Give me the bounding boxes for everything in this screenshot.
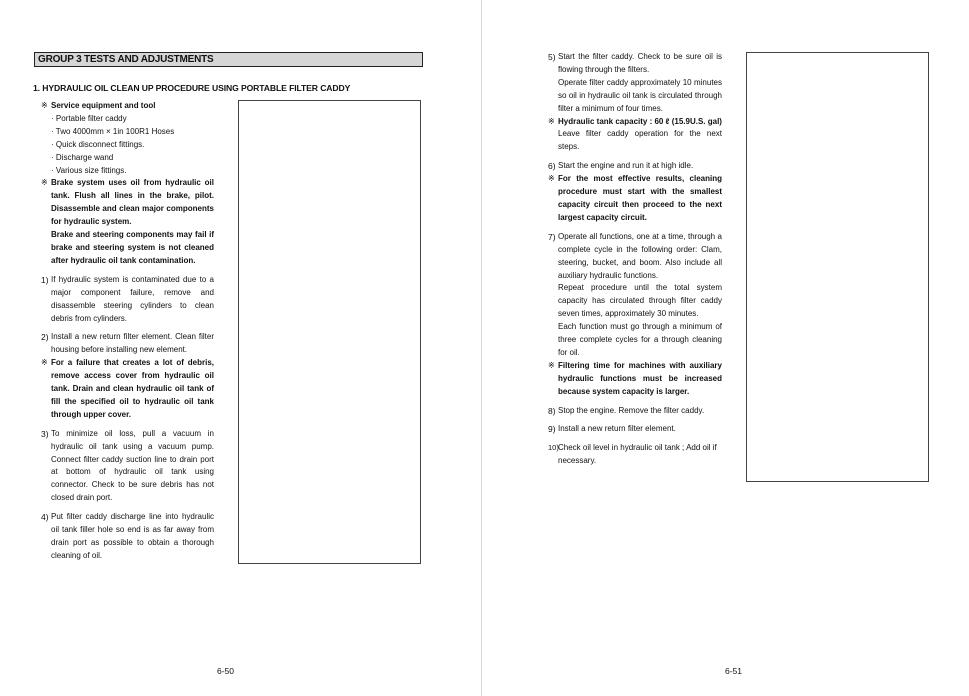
- note-star-icon: ※: [548, 174, 555, 184]
- step-4: [41, 511, 214, 563]
- step-number: 8): [548, 405, 556, 416]
- step-9: [548, 423, 722, 436]
- effective-results-note: [548, 173, 722, 225]
- note-star-icon: ※: [41, 178, 48, 188]
- figure-box-right: [746, 52, 929, 482]
- step-text: Operate all functions, one at a time, through a complete cycle in the following order: Clam, steering, bucket, and boom. Also include all auxiliary hydraulic functions.: [558, 231, 722, 280]
- note-star-icon: ※: [548, 116, 555, 126]
- note-star-icon: ※: [41, 101, 48, 110]
- note-star-icon: ※: [41, 358, 48, 368]
- step-text: Stop the engine. Remove the filter caddy.: [558, 405, 705, 415]
- effective-note-text: For the most effective results, cleaning procedure must start with the smallest capacity circuit then proceed to the next largest capacity circuit.: [558, 174, 722, 222]
- step-number: 9): [548, 424, 556, 435]
- step-number: 1): [41, 274, 49, 285]
- filtering-note-text: Filtering time for machines with auxiliary hydraulic functions must be increased because system capacity is larger.: [558, 360, 722, 396]
- step-2: [41, 331, 214, 357]
- step-5-continued: [548, 128, 722, 154]
- step-text: Check oil level in hydraulic oil tank ; Add oil if necessary.: [558, 443, 717, 466]
- brake-note-text-2: Brake and steering components may fail if brake and steering system is not cleaned after hydraulic oil tank contamination.: [51, 230, 214, 265]
- step-7: [548, 231, 722, 360]
- step-text: Start the filter caddy. Check to be sure oil is flowing through the filters.: [558, 52, 722, 74]
- tool-list: [41, 113, 214, 178]
- step-number: 4): [41, 512, 49, 523]
- step-text: To minimize oil loss, pull a vacuum in hydraulic oil tank using a vacuum pump. Connect filter caddy suction line to drain port at bottom of hydraulic oil tank using connector. Check to be sure debris has not closed drain port.: [51, 428, 214, 503]
- debris-note: [41, 357, 214, 422]
- step-text: Operate filter caddy approximately 10 minutes so oil in hydraulic oil tank is circulated through filter a minimum of four times.: [558, 77, 722, 113]
- step-text: Repeat procedure until the total system capacity has circulated through filter caddy seven times, approximately 30 minutes.: [558, 283, 722, 319]
- tool-item: · Portable filter caddy: [51, 113, 127, 123]
- left-text-column: [41, 100, 214, 569]
- step-text: Put filter caddy discharge line into hydraulic oil tank filler hole so end is as far away from drain port as possible to obtain a thorough cleaning of oil.: [51, 512, 214, 560]
- step-10: [548, 442, 722, 468]
- step-number: 3): [41, 428, 49, 439]
- filtering-time-note: [548, 360, 722, 399]
- service-equipment-note: [41, 100, 214, 113]
- step-number: 2): [41, 332, 49, 343]
- page-number-right: 6-51: [725, 666, 743, 676]
- step-5: [548, 51, 722, 116]
- group-title: GROUP 3 TESTS AND ADJUSTMENTS: [34, 52, 423, 67]
- step-number: 7): [548, 231, 556, 242]
- step-6: [548, 160, 722, 173]
- figure-box-left: [238, 100, 421, 564]
- step-text: If hydraulic system is contaminated due to a major component failure, remove and disassemble steering cylinders to clean debris from cylinders.: [51, 274, 214, 323]
- brake-system-note: [41, 177, 214, 267]
- brake-note-text: Brake system uses oil from hydraulic oil tank. Flush all lines in the brake, pilot. Disassemble and clean major components for hydraulic system.: [51, 178, 214, 227]
- step-text: Leave filter caddy operation for the next steps.: [558, 129, 722, 152]
- tool-item: · Various size fittings.: [51, 165, 127, 175]
- note-star-icon: ※: [548, 360, 555, 370]
- section-title: 1. HYDRAULIC OIL CLEAN UP PROCEDURE USING PORTABLE FILTER CADDY: [33, 83, 351, 93]
- service-note-title: Service equipment and tool: [51, 101, 156, 110]
- step-number: 10): [548, 443, 559, 453]
- right-text-column: [548, 51, 722, 474]
- capacity-note: [548, 116, 722, 129]
- step-text: Install a new return filter element.: [558, 424, 676, 434]
- step-text: Start the engine and run it at high idle.: [558, 161, 694, 171]
- step-text: Install a new return filter element. Clean filter housing before installing new element.: [51, 332, 214, 355]
- right-page: [482, 0, 969, 696]
- step-1: [41, 274, 214, 326]
- tool-item: · Discharge wand: [51, 152, 114, 162]
- page-number-left: 6-50: [217, 666, 235, 676]
- step-8: [548, 405, 722, 418]
- debris-note-text: For a failure that creates a lot of debris, remove access cover from hydraulic oil tank. Drain and clean hydraulic oil tank of fill the specified oil to hydraulic oil tank through upper cover.: [51, 358, 214, 419]
- tool-item: · Quick disconnect fittings.: [51, 139, 145, 149]
- step-number: 6): [548, 161, 556, 172]
- tool-item: · Two 4000mm × 1in 100R1 Hoses: [51, 126, 175, 136]
- step-3: [41, 428, 214, 505]
- step-number: 5): [548, 52, 556, 62]
- left-page: [0, 0, 482, 696]
- step-text: Each function must go through a minimum of three complete cycles for a through cleaning for oil.: [558, 322, 722, 357]
- capacity-note-text: Hydraulic tank capacity : 60 ℓ (15.9U.S. gal): [558, 116, 722, 126]
